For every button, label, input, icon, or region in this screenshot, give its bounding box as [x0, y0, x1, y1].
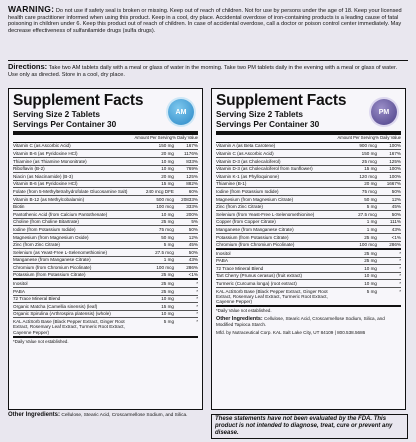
nutrient-name: 72 Trace Mineral Blend	[216, 265, 264, 271]
nutrient-name: Folate (from 5-Methyltetrahydrofolate Glucosamine Salt)	[13, 188, 128, 194]
nutrient-dv: *	[196, 288, 198, 294]
am-panel-title: Supplement Facts	[13, 92, 144, 109]
table-row	[216, 211, 401, 219]
nutrient-name: Vitamin B-6 (as Pyridoxine HCl)	[13, 181, 78, 187]
directions-text: Take two AM tablets daily with a meal or glass of water in the morning. Take two PM tablets daily in the evening with a meal or glass of water. Use only as directed. Store in a cool, dry place.	[8, 65, 398, 78]
nutrient-dv: 5%	[191, 219, 198, 225]
pm-col-amount: Amount Per Serving	[337, 135, 375, 140]
nutrient-amount: 20 mg	[161, 150, 174, 156]
table-row	[13, 181, 198, 189]
pm-servings-per-container: Servings Per Container 30	[216, 119, 320, 129]
table-row	[13, 158, 198, 166]
table-row	[13, 249, 198, 257]
nutrient-dv: *	[196, 311, 198, 317]
nutrient-amount: 25 mg	[161, 272, 174, 278]
nutrient-dv: 286%	[389, 242, 401, 248]
nutrient-amount: 100 mcg	[156, 264, 174, 270]
pm-badge: PM	[371, 99, 397, 125]
manufacturer-info: Mfd. by Nutraceutical Corp. KAL Salt Lake City, UT 84109 | 800.538.5686	[216, 329, 366, 335]
nutrient-amount: 10 mg	[161, 311, 174, 317]
table-row	[13, 196, 198, 204]
nutrient-dv: 100%	[389, 143, 401, 149]
nutrient-name: Vitamin D-3 (as Cholecalciferol from Sunflower)	[216, 166, 313, 172]
nutrient-dv: *	[399, 281, 401, 287]
table-row	[216, 166, 401, 174]
nutrient-name: Zinc (from Zinc Citrate)	[216, 204, 263, 210]
nutrient-dv: 43%	[391, 226, 401, 232]
table-row	[13, 303, 198, 311]
table-row	[216, 226, 401, 234]
am-footnote: *Daily Value not established.	[13, 338, 69, 344]
nutrient-name: Potassium (from Potassium Citrate)	[216, 234, 289, 240]
nutrient-amount: 1 mg	[366, 226, 377, 232]
nutrient-amount: 10 mg	[364, 273, 377, 279]
table-row	[216, 181, 401, 189]
nutrient-amount: 50 mg	[364, 196, 377, 202]
nutrient-amount: 25 mg	[364, 250, 377, 256]
nutrient-dv: *	[196, 281, 198, 287]
table-row	[216, 280, 401, 288]
warning-text: Do not use if safety seal is broken or missing. Keep out of reach of children. Not for use by persons under the age of 18. Keep your licensed health care practitioner informed when using this product. Keep in a cool, dry place. Accidental overdose of iron-containing products is a leading cause of fatal poisoning in children under 6. Keep this product out of reach of children. In case of accidental overdose, call a doctor or poison control center immediately. May decrease effectiveness of sulfanilamide drugs (sulfa drugs).	[8, 8, 402, 34]
nutrient-amount: 900 mcg	[359, 143, 377, 149]
nutrient-dv: 882%	[186, 181, 198, 187]
table-row	[13, 150, 198, 158]
nutrient-amount: 50 mg	[161, 234, 174, 240]
nutrient-name: Vitamin C (as Ascorbic Acid)	[13, 143, 71, 149]
nutrient-dv: 100%	[389, 166, 401, 172]
nutrient-amount: 10 mg	[364, 281, 377, 287]
am-other-ingredients-label: Other Ingredients:	[8, 412, 61, 418]
nutrient-name: Thiamine (B-1)	[216, 181, 247, 187]
nutrient-amount: 5 mg	[163, 319, 174, 325]
am-other-ingredients-text: Cellulose, Stearic Acid, Croscarmellose Sodium, and Silica.	[61, 413, 188, 418]
nutrient-dv: *	[399, 265, 401, 271]
nutrient-dv: 167%	[186, 143, 198, 149]
warning-label: WARNING:	[8, 6, 55, 14]
table-row	[13, 211, 198, 219]
nutrient-amount: 15 mg	[161, 303, 174, 309]
am-col-dv: % Daily Value	[172, 135, 198, 140]
nutrient-amount: 10 mg	[364, 265, 377, 271]
nutrient-name: Tart Cherry (Prunus cerasus) (fruit extract)	[216, 273, 303, 279]
pm-serving-size: Serving Size 2 Tablets	[216, 109, 303, 119]
nutrient-name: Vitamin K-1 (as Phylloquinone)	[216, 173, 279, 179]
nutrient-amount: 25 mg	[161, 219, 174, 225]
nutrient-dv: 50%	[188, 249, 198, 255]
nutrient-name: Riboflavin (B-2)	[13, 166, 45, 172]
nutrient-dv: 45%	[188, 242, 198, 248]
nutrient-dv: 50%	[188, 226, 198, 232]
nutrient-name: Vitamin B-6 (as Pyridoxine HCl)	[13, 150, 78, 156]
nutrient-dv: *	[399, 288, 401, 294]
table-row	[13, 288, 198, 296]
pm-other-ingredients-text: Cellulose, Stearic Acid, Croscarmellose Sodium, Silica, and Modified Tapioca Starch.	[216, 315, 385, 328]
table-row	[216, 158, 401, 166]
table-row	[216, 250, 401, 258]
nutrient-name: Organic Spirulina (Arthrospira platensis) (whole)	[13, 311, 111, 317]
nutrient-amount: 25 mg	[364, 258, 377, 264]
am-col-amount: Amount Per Serving	[134, 135, 172, 140]
nutrient-amount: 15 mg	[161, 181, 174, 187]
nutrient-dv: 12%	[188, 234, 198, 240]
table-row	[216, 196, 401, 204]
nutrient-dv: *	[196, 319, 198, 325]
table-row	[13, 166, 198, 174]
nutrient-amount: 5 mg	[366, 288, 377, 294]
nutrient-name: Vitamin A (as Beta Carotene)	[216, 143, 276, 149]
pm-col-dv: % Daily Value	[375, 135, 401, 140]
nutrient-name: Potassium (from Potassium Citrate)	[13, 272, 86, 278]
nutrient-dv: 769%	[186, 166, 198, 172]
nutrient-name: Vitamin C (as Ascorbic Acid)	[216, 150, 274, 156]
nutrient-dv: 20833%	[181, 196, 198, 202]
warning-section	[8, 6, 408, 61]
nutrient-name: KAL ActiSorb Base (Black Pepper Extract, Ginger Root Extract, Rosemary Leaf Extract, Turmeric Root Extract, Cayenne Pepper)	[216, 288, 328, 305]
nutrient-amount: 75 mcg	[158, 226, 174, 232]
table-row	[13, 272, 198, 281]
nutrient-amount: 20 mg	[364, 181, 377, 187]
nutrient-dv: 200%	[186, 211, 198, 217]
pm-footnote: *Daily Value not established.	[216, 308, 272, 314]
nutrient-name: Chromium (from Chromium Picolinate)	[13, 264, 92, 270]
nutrient-amount: 25 mg	[161, 281, 174, 287]
nutrient-dv: 333%	[186, 204, 198, 210]
nutrient-dv: 43%	[188, 257, 198, 263]
nutrient-name: Pantothenic Acid (from Calcium Pantothenate)	[13, 211, 108, 217]
directions-label: Directions:	[8, 62, 48, 71]
nutrient-amount: 120 mcg	[359, 173, 377, 179]
nutrient-dv: *	[399, 258, 401, 264]
nutrient-name: Magnesium (from Magnesium Citrate)	[216, 196, 294, 202]
nutrient-name: Inositol	[13, 281, 28, 287]
nutrient-name: Chromium (from Chromium Picolinate)	[216, 242, 295, 248]
table-row	[13, 264, 198, 272]
table-row	[216, 188, 401, 196]
am-column-headers	[13, 135, 198, 143]
table-row	[13, 219, 198, 227]
nutrient-amount: 5 mg	[366, 204, 377, 210]
nutrient-dv: *	[399, 273, 401, 279]
nutrient-amount: 10 mg	[161, 296, 174, 302]
nutrient-amount: 25 mg	[161, 288, 174, 294]
table-row	[216, 273, 401, 281]
table-row	[216, 150, 401, 158]
nutrient-dv: 12%	[391, 196, 401, 202]
nutrient-amount: 100 mcg	[359, 242, 377, 248]
nutrient-dv: 50%	[391, 211, 401, 217]
am-serving-size: Serving Size 2 Tablets	[13, 109, 100, 119]
pm-panel-title: Supplement Facts	[216, 92, 347, 109]
nutrient-amount: 27.5 mcg	[155, 249, 174, 255]
nutrient-name: Manganese (from Manganese Citrate)	[13, 257, 91, 263]
pm-other-ingredients	[216, 316, 401, 328]
nutrient-amount: 25 mcg	[361, 158, 377, 164]
nutrient-name: Selenium (as Yeast-Free L-Selenomethionine)	[13, 249, 107, 255]
nutrient-dv: <1%	[188, 272, 198, 278]
am-nutrient-rows	[13, 143, 198, 338]
nutrient-amount: 150 mg	[158, 143, 174, 149]
table-row	[13, 242, 198, 250]
nutrient-dv: 1176%	[184, 150, 198, 156]
nutrient-name: Biotin	[13, 204, 25, 210]
pm-nutrient-rows	[216, 143, 401, 308]
nutrient-amount: 1 mg	[163, 257, 174, 263]
nutrient-dv: <1%	[391, 234, 401, 240]
nutrient-name: Inositol	[216, 250, 231, 256]
table-row	[216, 219, 401, 227]
nutrient-name: Magnesium (from Magnesium Oxide)	[13, 234, 89, 240]
am-badge: AM	[168, 99, 194, 125]
nutrient-dv: 45%	[391, 204, 401, 210]
am-other-ingredients	[8, 413, 208, 419]
table-row	[216, 204, 401, 212]
pm-supplement-facts-panel	[211, 88, 406, 410]
nutrient-name: Thiamine (as Thiamine Mononitrate)	[13, 158, 87, 164]
table-row	[216, 143, 401, 151]
nutrient-dv: 111%	[389, 219, 401, 225]
nutrient-dv: 286%	[186, 264, 198, 270]
nutrient-amount: 15 mg	[364, 166, 377, 172]
table-row	[216, 234, 401, 242]
nutrient-dv: 125%	[186, 173, 198, 179]
nutrient-amount: 1 mg	[366, 219, 377, 225]
nutrient-dv: 60%	[188, 188, 198, 194]
table-row	[13, 318, 198, 337]
nutrient-amount: 10 mg	[161, 166, 174, 172]
nutrient-amount: 500 mcg	[156, 196, 174, 202]
nutrient-name: PABA	[13, 288, 25, 294]
nutrient-name: PABA	[216, 258, 228, 264]
nutrient-name: Iodine (from Potassium Iodide)	[216, 188, 279, 194]
nutrient-dv: 1667%	[386, 181, 401, 187]
table-row	[13, 311, 198, 319]
nutrient-dv: *	[196, 296, 198, 302]
nutrient-name: Vitamin B-12 (as Methylcobalamin)	[13, 196, 85, 202]
nutrient-dv: 167%	[389, 150, 401, 156]
table-row	[13, 280, 198, 288]
nutrient-name: Copper (from Copper Citrate)	[216, 219, 276, 225]
nutrient-amount: 100 mcg	[156, 204, 174, 210]
nutrient-name: Manganese (from Manganese Citrate)	[216, 226, 294, 232]
nutrient-amount: 5 mg	[163, 242, 174, 248]
nutrient-name: Zinc (from Zinc Citrate)	[13, 242, 60, 248]
table-row	[13, 296, 198, 304]
table-row	[13, 188, 198, 196]
nutrient-name: 72 Trace Mineral Blend	[13, 296, 61, 302]
nutrient-name: KAL ActiSorb Base (Black Pepper Extract, Ginger Root Extract, Rosemary Leaf Extract, Turmeric Root Extract, Cayenne Pepper)	[13, 319, 125, 335]
nutrient-amount: 27.5 mcg	[358, 211, 377, 217]
table-row	[216, 173, 401, 181]
table-row	[13, 204, 198, 212]
pm-other-ingredients-label: Other Ingredients:	[216, 315, 263, 322]
table-row	[13, 143, 198, 151]
nutrient-dv: 50%	[391, 188, 401, 194]
nutrient-amount: 20 mg	[161, 173, 174, 179]
nutrient-name: Iodine (from Potassium Iodide)	[13, 226, 76, 232]
nutrient-name: Niacin (as Niacinamide) (B-3)	[13, 173, 73, 179]
panels	[8, 88, 408, 412]
fda-disclaimer: These statements have not been evaluated by the FDA. This product is not intended to diagnose, treat, cure or prevent any disease.	[211, 414, 408, 439]
nutrient-dv: *	[196, 303, 198, 309]
pm-column-headers	[216, 135, 401, 143]
nutrient-dv: 100%	[389, 173, 401, 179]
table-row	[216, 288, 401, 307]
nutrient-amount: 10 mg	[161, 158, 174, 164]
table-row	[13, 234, 198, 242]
nutrient-amount: 150 mg	[361, 150, 377, 156]
nutrient-name: Vitamin D-3 (as Cholecalciferol)	[216, 158, 281, 164]
nutrient-dv: 833%	[186, 158, 198, 164]
table-row	[13, 226, 198, 234]
directions-section	[8, 61, 408, 88]
table-row	[13, 257, 198, 265]
nutrient-amount: 10 mg	[161, 211, 174, 217]
table-row	[13, 173, 198, 181]
nutrient-name: Selenium (from Yeast-Free L-Selenomethionine)	[216, 211, 315, 217]
nutrient-name: Turmeric (Curcuma longa) (root extract)	[216, 281, 297, 287]
nutrient-amount: 240 mcg DFE	[145, 188, 174, 194]
table-row	[216, 242, 401, 251]
nutrient-dv: *	[399, 250, 401, 256]
nutrient-dv: 125%	[389, 158, 401, 164]
nutrient-name: Organic Matcha (Camellia sinensis) (leaf)	[13, 303, 98, 309]
nutrient-amount: 75 mcg	[361, 188, 377, 194]
nutrient-name: Choline (from Choline Bitartrate)	[13, 219, 79, 225]
am-supplement-facts-panel	[8, 88, 203, 410]
table-row	[216, 265, 401, 273]
nutrient-amount: 25 mg	[364, 234, 377, 240]
am-servings-per-container: Servings Per Container 30	[13, 119, 117, 129]
table-row	[216, 258, 401, 266]
